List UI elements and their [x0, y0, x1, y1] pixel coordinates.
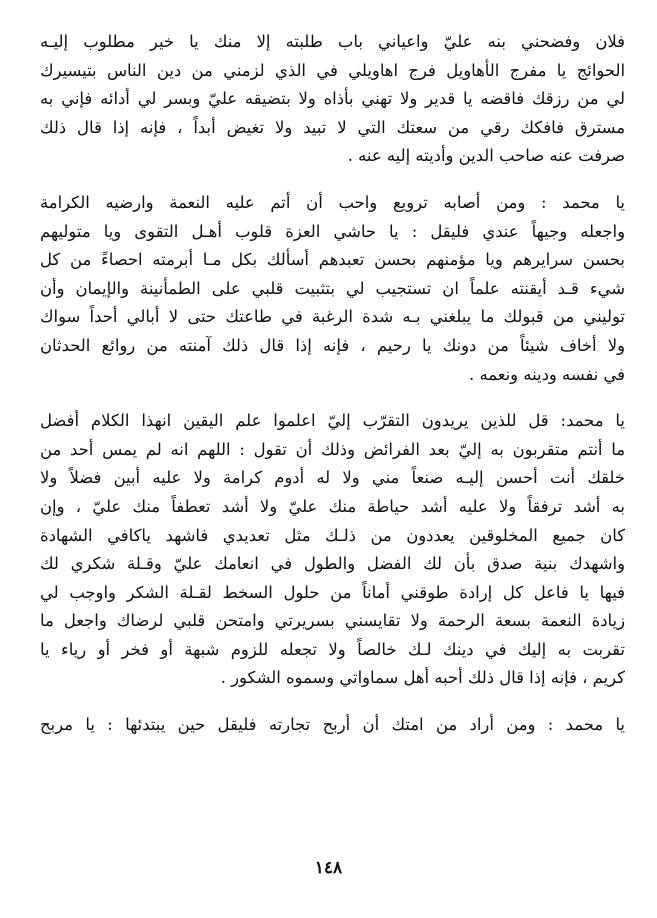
text-line: لي من رزقك فاقضه يا قدير ولا تهني بأذاه ولا بتضيقه عليّ وبسر لي أدائه فإني به — [40, 89, 625, 109]
paragraph-gratitude-prayer — [40, 407, 625, 693]
text-line: مسترق فافكك رقي من سعتك التي لا تبيد ولا تغيض أبداً ، فإنه إذا قال ذلك — [40, 117, 625, 137]
paragraph-debt-prayer — [40, 28, 625, 171]
text-line: ولا أخاف شيئاً من دونك يا رحيم ، فإنه إذا قال ذلك آمنته من روائع الحدثان — [40, 335, 625, 355]
text-line: يا محمد : ومن أصابه ترويع واحب أن أتم عليه النعمة وارضيه الكرامة — [40, 192, 625, 212]
text-line: يا محمد : ومن أراد من امتك أن أربح تجارته فليقل حين يبتدئها : يا مربح — [40, 715, 625, 735]
text-line: خلقك أنت أحسن إليـه صنعاً مني ولا له أدوم كرامة ولا عليه أبين فضلاً ولا — [40, 468, 625, 488]
paragraph-fear-prayer — [40, 189, 625, 389]
text-line: كريم ، فإنه إذا قال ذلك أحبه أهل سماواتي وسموه الشكور . — [220, 668, 625, 688]
text-line: توليني من قبولك ما يبلغني بـه شدة الرغبة في طاعتك حتى لا أبالي أحداً سواك — [40, 307, 625, 327]
text-line: واجعله وجيهاً عندي فليقل : يا حاشي العزة قلوب أهـل التقوى ويا متوليهم — [40, 221, 625, 241]
text-line: بحسن سرايرهم ويا مؤمنهم بحسن تعبدهم أسألك بكل مـا أبرمته احصاءً من كل — [40, 250, 625, 270]
page-number: ١٤٨ — [314, 858, 343, 878]
text-line: واشهدك بنية صدق بأن لك الفضل والطول في انعامك عليّ وقـلة شكري لك — [40, 554, 625, 574]
text-line: تقربت به إليك في دينك لـك خالصاً ولا تجعله للزوم شبهة أو فخر أو رياء يا — [40, 639, 625, 659]
text-line: صرفت عنه صاحب الدين وأديته إليه عنه . — [347, 146, 625, 166]
text-line: فيها يا فاعل كل إرادة طوقني أماناً من حلول السخط لقـلة الشكر واوجب لي — [40, 582, 625, 602]
text-line: يا محمد: قل للذين يريدون التقرّب إليّ اعلموا علم اليقين انهذا الكلام أفضل — [40, 411, 625, 431]
text-line: كان جميع المخلوقين يعددون من ذلـك مثل تعديدي فاشهد ياكافي الشهادة — [40, 525, 625, 545]
paragraph-gap — [40, 693, 625, 711]
main-text-column — [40, 28, 625, 740]
paragraph-gap — [40, 171, 625, 189]
text-line: في نفسه ودينه ونعمه . — [469, 364, 625, 384]
text-line: به أشد ترفقاً ولا عليه أشد حياطة منك عليّ ولا أشد تعطفاً منك عليّ ، وإن — [40, 496, 625, 516]
text-line: فلان وفضحني بنه عليّ واعياني باب طلبته إلا منك يا خير مطلوب إليـه — [40, 32, 625, 51]
text-line: شيء قـد أيقنته علماً ان تستجيب لي بتثبيت قلبي على الطمأنينة والإيمان وأن — [40, 278, 625, 298]
text-line: ما أنتم متقربون به إليّ بعد الفرائض وذلك أن تقول : اللهم انه لم يمس أحد من — [40, 439, 625, 459]
paragraph-gap — [40, 389, 625, 407]
text-line: زيادة النعمة بسعة الرحمة ولا تقايسني بسريرتي وامتحن قلبي لرضاك واجعل ما — [40, 611, 625, 631]
text-line: الحوائج يا مفرج الأهاويل فرج اهاويلي في الذي لزمني من دين الناس بتيسيرك — [40, 60, 625, 80]
paragraph-trade-prayer — [40, 711, 625, 740]
